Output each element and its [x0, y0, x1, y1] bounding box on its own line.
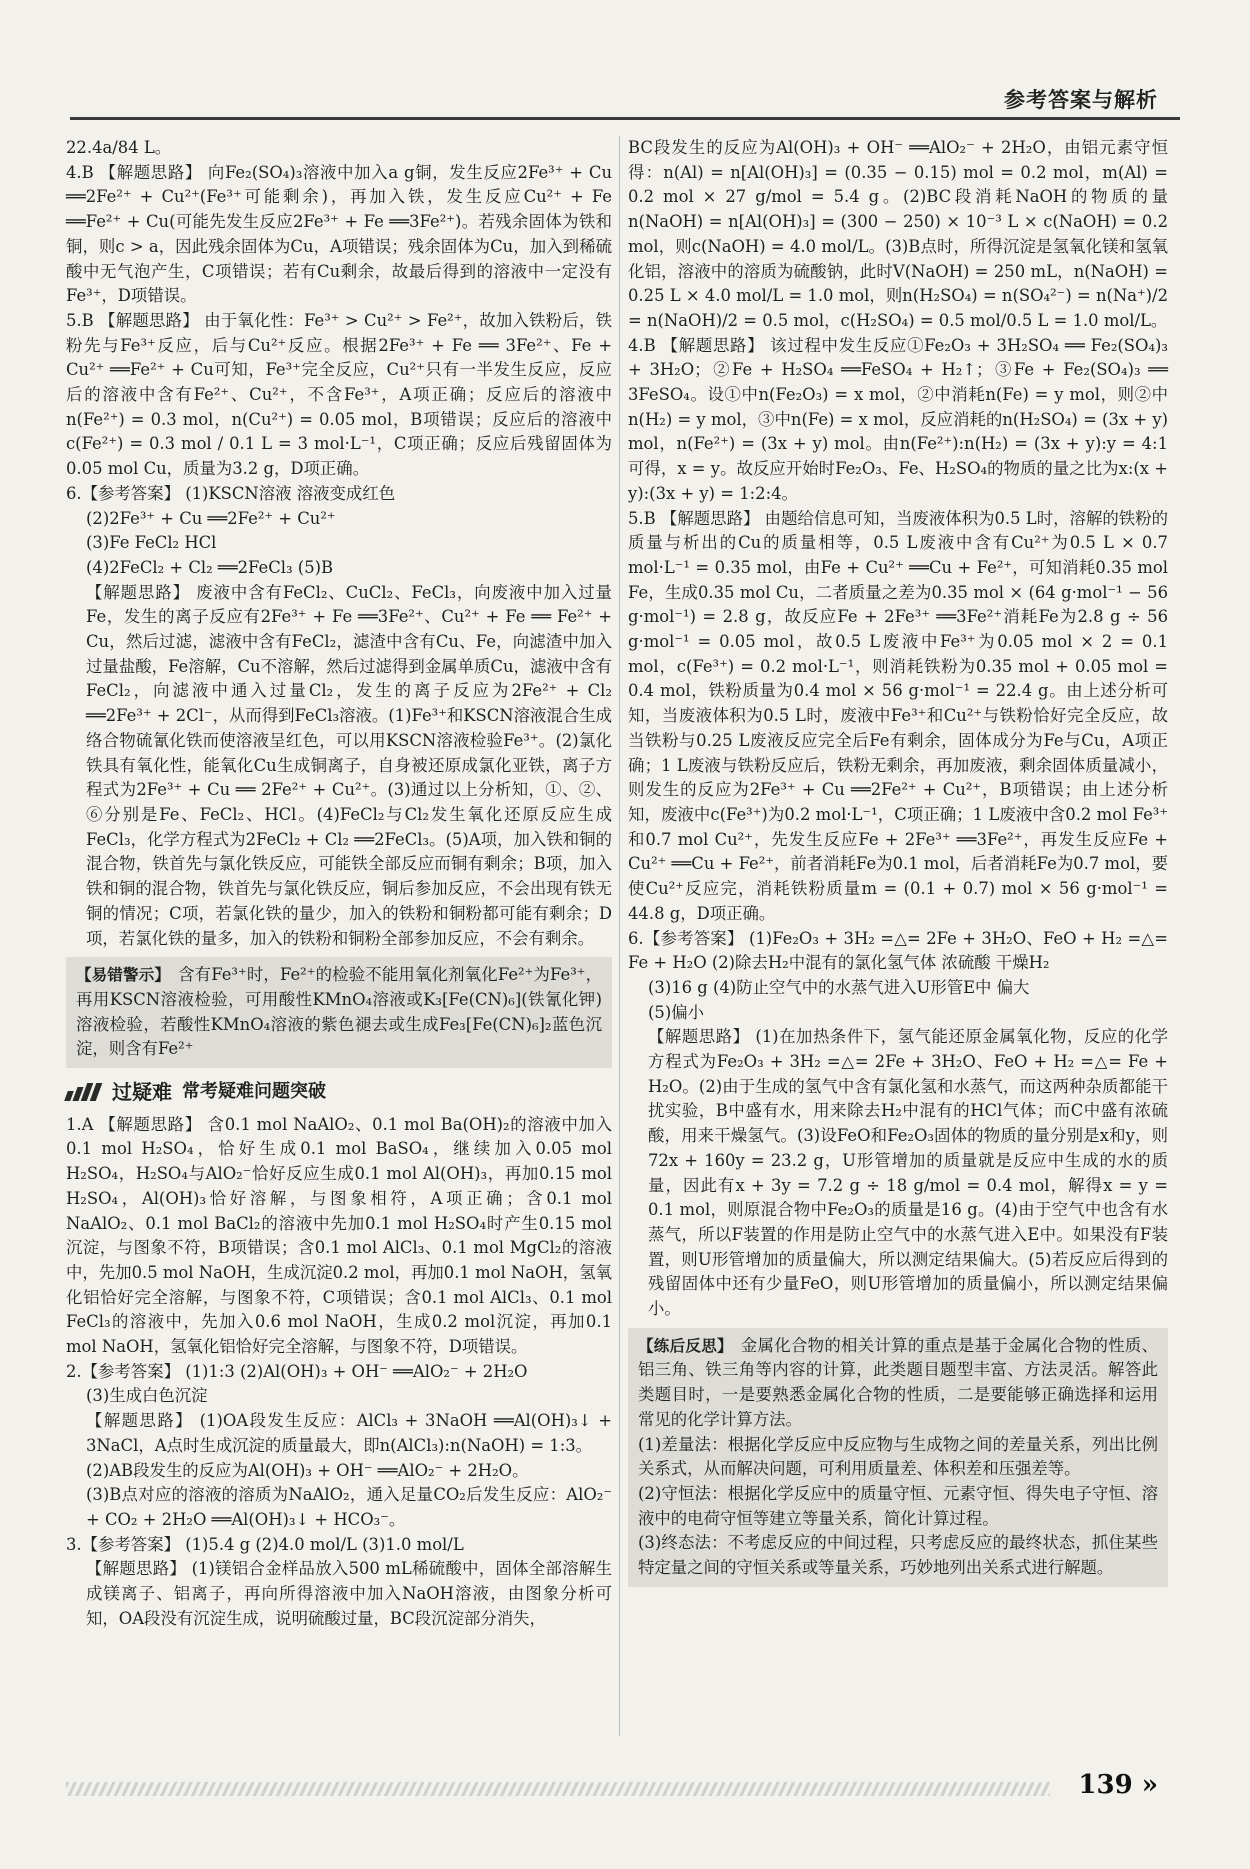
reflection-item-3: (3)终态法：不考虑反应的中间过程，只考虑反应的最终状态，抓住某些特定量之间的守恒关系或等量关系，巧妙地列出关系式进行解题。 [638, 1533, 1158, 1578]
answer-6-key: 6.【参考答案】 (1)KSCN溶液 溶液变成红色 [66, 483, 396, 503]
header-rule [70, 117, 1180, 120]
difficulty-3-analysis: 【解题思路】 (1)镁铝合金样品放入500 mL稀硫酸中，固体全部溶解生成镁离子、铝离子，再向所得溶液中加入NaOH溶液，由图象分析可知，OA段没有沉淀生成，说明硫酸过量，BC段沉淀部分消失， [86, 1559, 612, 1628]
section-heading [66, 1080, 612, 1105]
answer-6-key-3: (3)16 g (4)防止空气中的水蒸气进入U形管E中 偏大 [648, 977, 1030, 997]
reflection-box [628, 1328, 1168, 1587]
difficulty-1: 1.A 【解题思路】 含0.1 mol NaAlO₂、0.1 mol Ba(OH)₂的溶液中加入0.1 mol H₂SO₄，恰好生成0.1 mol BaSO₄，继续加入0.05 mol H₂SO₄，H₂SO₄与AlO₂⁻恰好反应生成0.1 mol Al(OH)₃，再加0.15 mol H₂SO₄，Al(OH)₃恰好溶解，与图象相符，A项正确；含0.1 mol NaAlO₂、0.1 mol BaCl₂的溶液中先加0.1 mol H₂SO₄时产生0.15 mol沉淀，与图象不符，B项错误；含0.1 mol AlCl₃、0.1 mol MgCl₂的溶液中，先加0.5 mol NaOH，生成沉淀0.2 mol，再加0.1 mol NaOH，氢氧化铝恰好完全溶解，与图象不符，C项错误；含0.1 mol AlCl₃、0.1 mol FeCl₃的溶液中，先加入0.6 mol NaOH，生成0.2 mol沉淀，再加0.1 mol NaOH，氢氧化铝恰好完全溶解，与图象不符，D项错误。 [66, 1114, 612, 1357]
warning-tag: 【易错警示】 [76, 966, 171, 985]
answer-5: 5.B 【解题思路】 由题给信息可知，当废液体积为0.5 L时，溶解的铁粉的质量与析出的Cu的质量相等，0.5 L废液中含有Cu²⁺为0.5 L × 0.7 mol·L⁻¹ = 0.35 mol，由Fe + Cu²⁺ ══Cu + Fe²⁺，可知消耗0.35 mol Fe，生成0.35 mol Cu，二者质量之差为0.35 mol × (64 g·mol⁻¹ − 56 g·mol⁻¹) = 2.8 g，故反应Fe + 2Fe³⁺ ══3Fe²⁺消耗Fe为2.8 g ÷ 56 g·mol⁻¹ = 0.05 mol，故0.5 L废液中Fe³⁺为0.05 mol × 2 = 0.1 mol，c(Fe³⁺) = 0.2 mol·L⁻¹，则消耗铁粉为0.35 mol + 0.05 mol = 0.4 mol，铁粉质量为0.4 mol × 56 g·mol⁻¹ = 22.4 g。由上述分析可知，当废液体积为0.5 L时，废液中Fe³⁺和Cu²⁺与铁粉恰好完全反应，故当铁粉与0.25 L废液反应完全后Fe有剩余，固体成分为Fe与Cu，A项正确；1 L废液与铁粉反应后，铁粉无剩余，再加废液，剩余固体质量减小，则发生的反应为2Fe³⁺ + Cu ══2Fe²⁺ + Cu²⁺，B项错误；由上述分析知，废液中c(Fe³⁺)为0.2 mol·L⁻¹，C项正确；1 L废液中含0.2 mol Fe³⁺和0.7 mol Cu²⁺，先发生反应Fe + 2Fe³⁺ ══3Fe²⁺，再发生反应Fe + Cu²⁺ ══Cu + Fe²⁺，前者消耗Fe为0.1 mol，后者消耗Fe为0.7 mol，要使Cu²⁺反应完，消耗铁粉质量m = (0.1 + 0.7) mol × 56 g·mol⁻¹ = 44.8 g，D项正确。 [628, 508, 1168, 923]
answer-6-key-5: (5)偏小 [648, 1002, 704, 1022]
paragraph: BC段发生的反应为Al(OH)₃ + OH⁻ ══AlO₂⁻ + 2H₂O，由铝元素守恒得：n(Al) = n[Al(OH)₃] = (0.35 − 0.15) mol = 0.2 mol，m(Al) = 0.2 mol × 27 g/mol = 5.4 g。(2)BC段消耗NaOH的物质的量n(NaOH) = n[Al(OH)₃] = (300 − 250) × 10⁻³ L × c(NaOH) = 0.2 mol，则c(NaOH) = 4.0 mol/L。(3)B点时，所得沉淀是氢氧化镁和氢氧化铝，溶液中的溶质为硫酸钠，此时V(NaOH) = 250 mL，n(NaOH) = 0.25 L × 4.0 mol/L = 1.0 mol，则n(H₂SO₄) = n(SO₄²⁻) = n(Na⁺)/2 = n(NaOH)/2 = 0.5 mol，c(H₂SO₄) = 0.5 mol/0.5 L = 1.0 mol/L。 [628, 138, 1168, 330]
right-column [628, 136, 1168, 1595]
reflection-tag: 【练后反思】 [638, 1336, 733, 1355]
section-title: 过疑难 [112, 1080, 172, 1105]
answer-6-analysis: 【解题思路】 (1)在加热条件下，氢气能还原金属氧化物，反应的化学方程式为Fe₂O₃ + 3H₂ =△= 2Fe + 3H₂O、FeO + H₂ =△= Fe + H₂O。(2)由于生成的氢气中含有氯化氢和水蒸气，而这两种杂质都能干扰实验，B中盛有水，用来除去H₂中混有的HCl气体；而C中盛有浓硫酸，用来干燥氢气。(3)设FeO和Fe₂O₃固体的物质的量分别是x和y，则72x + 160y = 23.2 g，U形管增加的质量就是反应中生成的水的质量，因此有x + 3y = 7.2 g ÷ 18 g/mol = 0.4 mol，解得x = y = 0.1 mol，则原混合物中Fe₂O₃的质量是16 g。(4)由于空气中也含有水蒸气，所以F装置的作用是防止空气中的水蒸气进入E中。如果没有F装置，则U形管增加的质量偏大，所以测定结果偏大。(5)若反应后得到的残留固体中还有少量FeO，则U形管增加的质量偏小，所以测定结果偏小。 [648, 1027, 1168, 1319]
answer-6-key-2: (2)2Fe³⁺ + Cu ══2Fe²⁺ + Cu²⁺ [86, 508, 336, 528]
answer-6-key-4: (4)2FeCl₂ + Cl₂ ══2FeCl₃ (5)B [86, 557, 334, 577]
warning-text: 含有Fe³⁺时，Fe²⁺的检验不能用氧化剂氧化Fe²⁺为Fe³⁺，再用KSCN溶液检验，可用酸性KMnO₄溶液或K₃[Fe(CN)₆](铁氰化钾)溶液检验，若酸性KMnO₄溶液的紫色褪去或生成Fe₃[Fe(CN)₆]₂蓝色沉淀，则含有Fe²⁺ [76, 965, 602, 1059]
answer-4: 4.B 【解题思路】 向Fe₂(SO₄)₃溶液中加入a g铜，发生反应2Fe³⁺ + Cu ══2Fe²⁺ + Cu²⁺(Fe³⁺可能剩余)，再加入铁，发生反应Cu²⁺ + Fe ══Fe²⁺ + Cu(可能先发生反应2Fe³⁺ + Fe ══3Fe²⁺)。若残余固体为铁和铜，则c > a，因此残余固体为Cu，A项错误；残余固体为Cu，加入到稀硫酸中无气泡产生，C项错误；若有Cu剩余，故最后得到的溶液中一定没有Fe³⁺，D项错误。 [66, 162, 612, 306]
answer-6-key: 6.【参考答案】 (1)Fe₂O₃ + 3H₂ =△= 2Fe + 3H₂O、FeO + H₂ =△= Fe + H₂O (2)除去H₂中混有的氯化氢气体 浓硫酸 干燥H₂ [628, 928, 1168, 973]
footer-band [66, 1782, 1050, 1796]
section-bars-icon [66, 1083, 102, 1101]
difficulty-3-key: 3.【参考答案】 (1)5.4 g (2)4.0 mol/L (3)1.0 mol/L [66, 1534, 464, 1554]
section-subtitle: 常考疑难问题突破 [182, 1081, 326, 1103]
reflection-item-2: (2)守恒法：根据化学反应中的质量守恒、元素守恒、得失电子守恒、溶液中的电荷守恒等建立等量关系，简化计算过程。 [638, 1483, 1158, 1528]
paragraph: 22.4a/84 L。 [66, 138, 172, 157]
answer-6-key-3: (3)Fe FeCl₂ HCl [86, 533, 217, 553]
answer-5: 5.B 【解题思路】 由于氧化性：Fe³⁺ > Cu²⁺ > Fe²⁺，故加入铁粉后，铁粉先与Fe³⁺反应，后与Cu²⁺反应。根据2Fe³⁺ + Fe ══ 3Fe²⁺、Fe + Cu²⁺ ══Fe²⁺ + Cu可知，Fe³⁺完全反应，Cu²⁺只有一半发生反应，反应后的溶液中含有Fe²⁺、Cu²⁺，不含Fe³⁺，A项正确；反应后的溶液中n(Fe²⁺) = 0.3 mol，n(Cu²⁺) = 0.05 mol，B项错误；反应后的溶液中c(Fe²⁺) = 0.3 mol / 0.1 L = 3 mol·L⁻¹，C项正确；反应后残留固体为0.05 mol Cu，质量为3.2 g，D项正确。 [66, 310, 612, 479]
running-header: 参考答案与解析 [1004, 88, 1158, 112]
difficulty-2-analysis-2: (2)AB段发生的反应为Al(OH)₃ + OH⁻ ══AlO₂⁻ + 2H₂O。 [86, 1460, 529, 1480]
warning-box [66, 957, 612, 1068]
left-column [66, 136, 612, 1631]
answer-4: 4.B 【解题思路】 该过程中发生反应①Fe₂O₃ + 3H₂SO₄ ══ Fe₂(SO₄)₃ + 3H₂O；②Fe + H₂SO₄ ══FeSO₄ + H₂↑；③Fe + Fe₂(SO₄)₃ ══ 3FeSO₄。设①中n(Fe₂O₃) = x mol，②中消耗n(Fe) = y mol，则②中n(H₂) = y mol，③中n(Fe) = x mol，反应消耗的n(H₂SO₄) = (3x + y) mol，n(Fe²⁺) = (3x + y) mol。由n(Fe²⁺):n(H₂) = (3x + y):y = 4:1可得，x = y。故反应开始时Fe₂O₃、Fe、H₂SO₄的物质的量之比为x:(x + y):(3x + y) = 1:2:4。 [628, 335, 1168, 503]
reflection-item-1: (1)差量法：根据化学反应中反应物与生成物之间的差量关系，列出比例关系式，从而解决问题，可利用质量差、体积差和压强差等。 [638, 1434, 1158, 1479]
column-divider [619, 136, 620, 1736]
difficulty-2-analysis: 【解题思路】 (1)OA段发生反应：AlCl₃ + 3NaOH ══Al(OH)₃↓ + 3NaCl，A点时生成沉淀的质量最大，即n(AlCl₃):n(NaOH) = 1:3。 [86, 1411, 612, 1455]
page-number: 139 » [1078, 1770, 1158, 1800]
reflection-text: 金属化合物的相关计算的重点是基于金属化合物的性质、铝三角、铁三角等内容的计算，此类题目题型丰富、方法灵活。解答此类题目时，一是要熟悉金属化合物的性质，二是要能够正确选择和运用常见的化学计算方法。 [638, 1335, 1158, 1429]
difficulty-2-key: 2.【参考答案】 (1)1:3 (2)Al(OH)₃ + OH⁻ ══AlO₂⁻ + 2H₂O [66, 1361, 528, 1381]
difficulty-2-key-3: (3)生成白色沉淀 [86, 1386, 208, 1406]
difficulty-2-analysis-3: (3)B点对应的溶液的溶质为NaAlO₂，通入足量CO₂后发生反应：AlO₂⁻ + CO₂ + 2H₂O ══Al(OH)₃↓ + HCO₃⁻。 [86, 1485, 612, 1529]
answer-6-analysis: 【解题思路】 废液中含有FeCl₂、CuCl₂、FeCl₃，向废液中加入过量Fe，发生的离子反应有2Fe³⁺ + Fe ══3Fe²⁺、Cu²⁺ + Fe ══ Fe²⁺ + Cu，然后过滤，滤液中含有FeCl₂，滤渣中含有Cu、Fe，向滤渣中加入过量盐酸，Fe溶解，Cu不溶解，然后过滤得到金属单质Cu，滤液中含有FeCl₂，向滤液中通入过量Cl₂，发生的离子反应为2Fe²⁺ + Cl₂ ══2Fe³⁺ + 2Cl⁻，从而得到FeCl₃溶液。(1)Fe³⁺和KSCN溶液混合生成络合物硫氰化铁而使溶液呈红色，可以用KSCN溶液检验Fe³⁺。(2)氯化铁具有氧化性，能氧化Cu生成铜离子，自身被还原成氯化亚铁，离子方程式为2Fe³⁺ + Cu ══ 2Fe²⁺ + Cu²⁺。(3)通过以上分析知，①、②、⑥分别是Fe、FeCl₂、HCl。(4)FeCl₂与Cl₂发生氧化还原反应生成FeCl₃，化学方程式为2FeCl₂ + Cl₂ ══2FeCl₃。(5)A项，加入铁和铜的混合物，铁首先与氯化铁反应，可能铁全部反应而铜有剩余；B项，加入铁和铜的混合物，铁首先与氯化铁反应，铜后参加反应，不会出现有铁无铜的情况；C项，若氯化铁的量少，加入的铁粉和铜粉都可能有剩余；D项，若氯化铁的量多，加入的铁粉和铜粉全部参加反应，不会有剩余。 [86, 582, 612, 948]
